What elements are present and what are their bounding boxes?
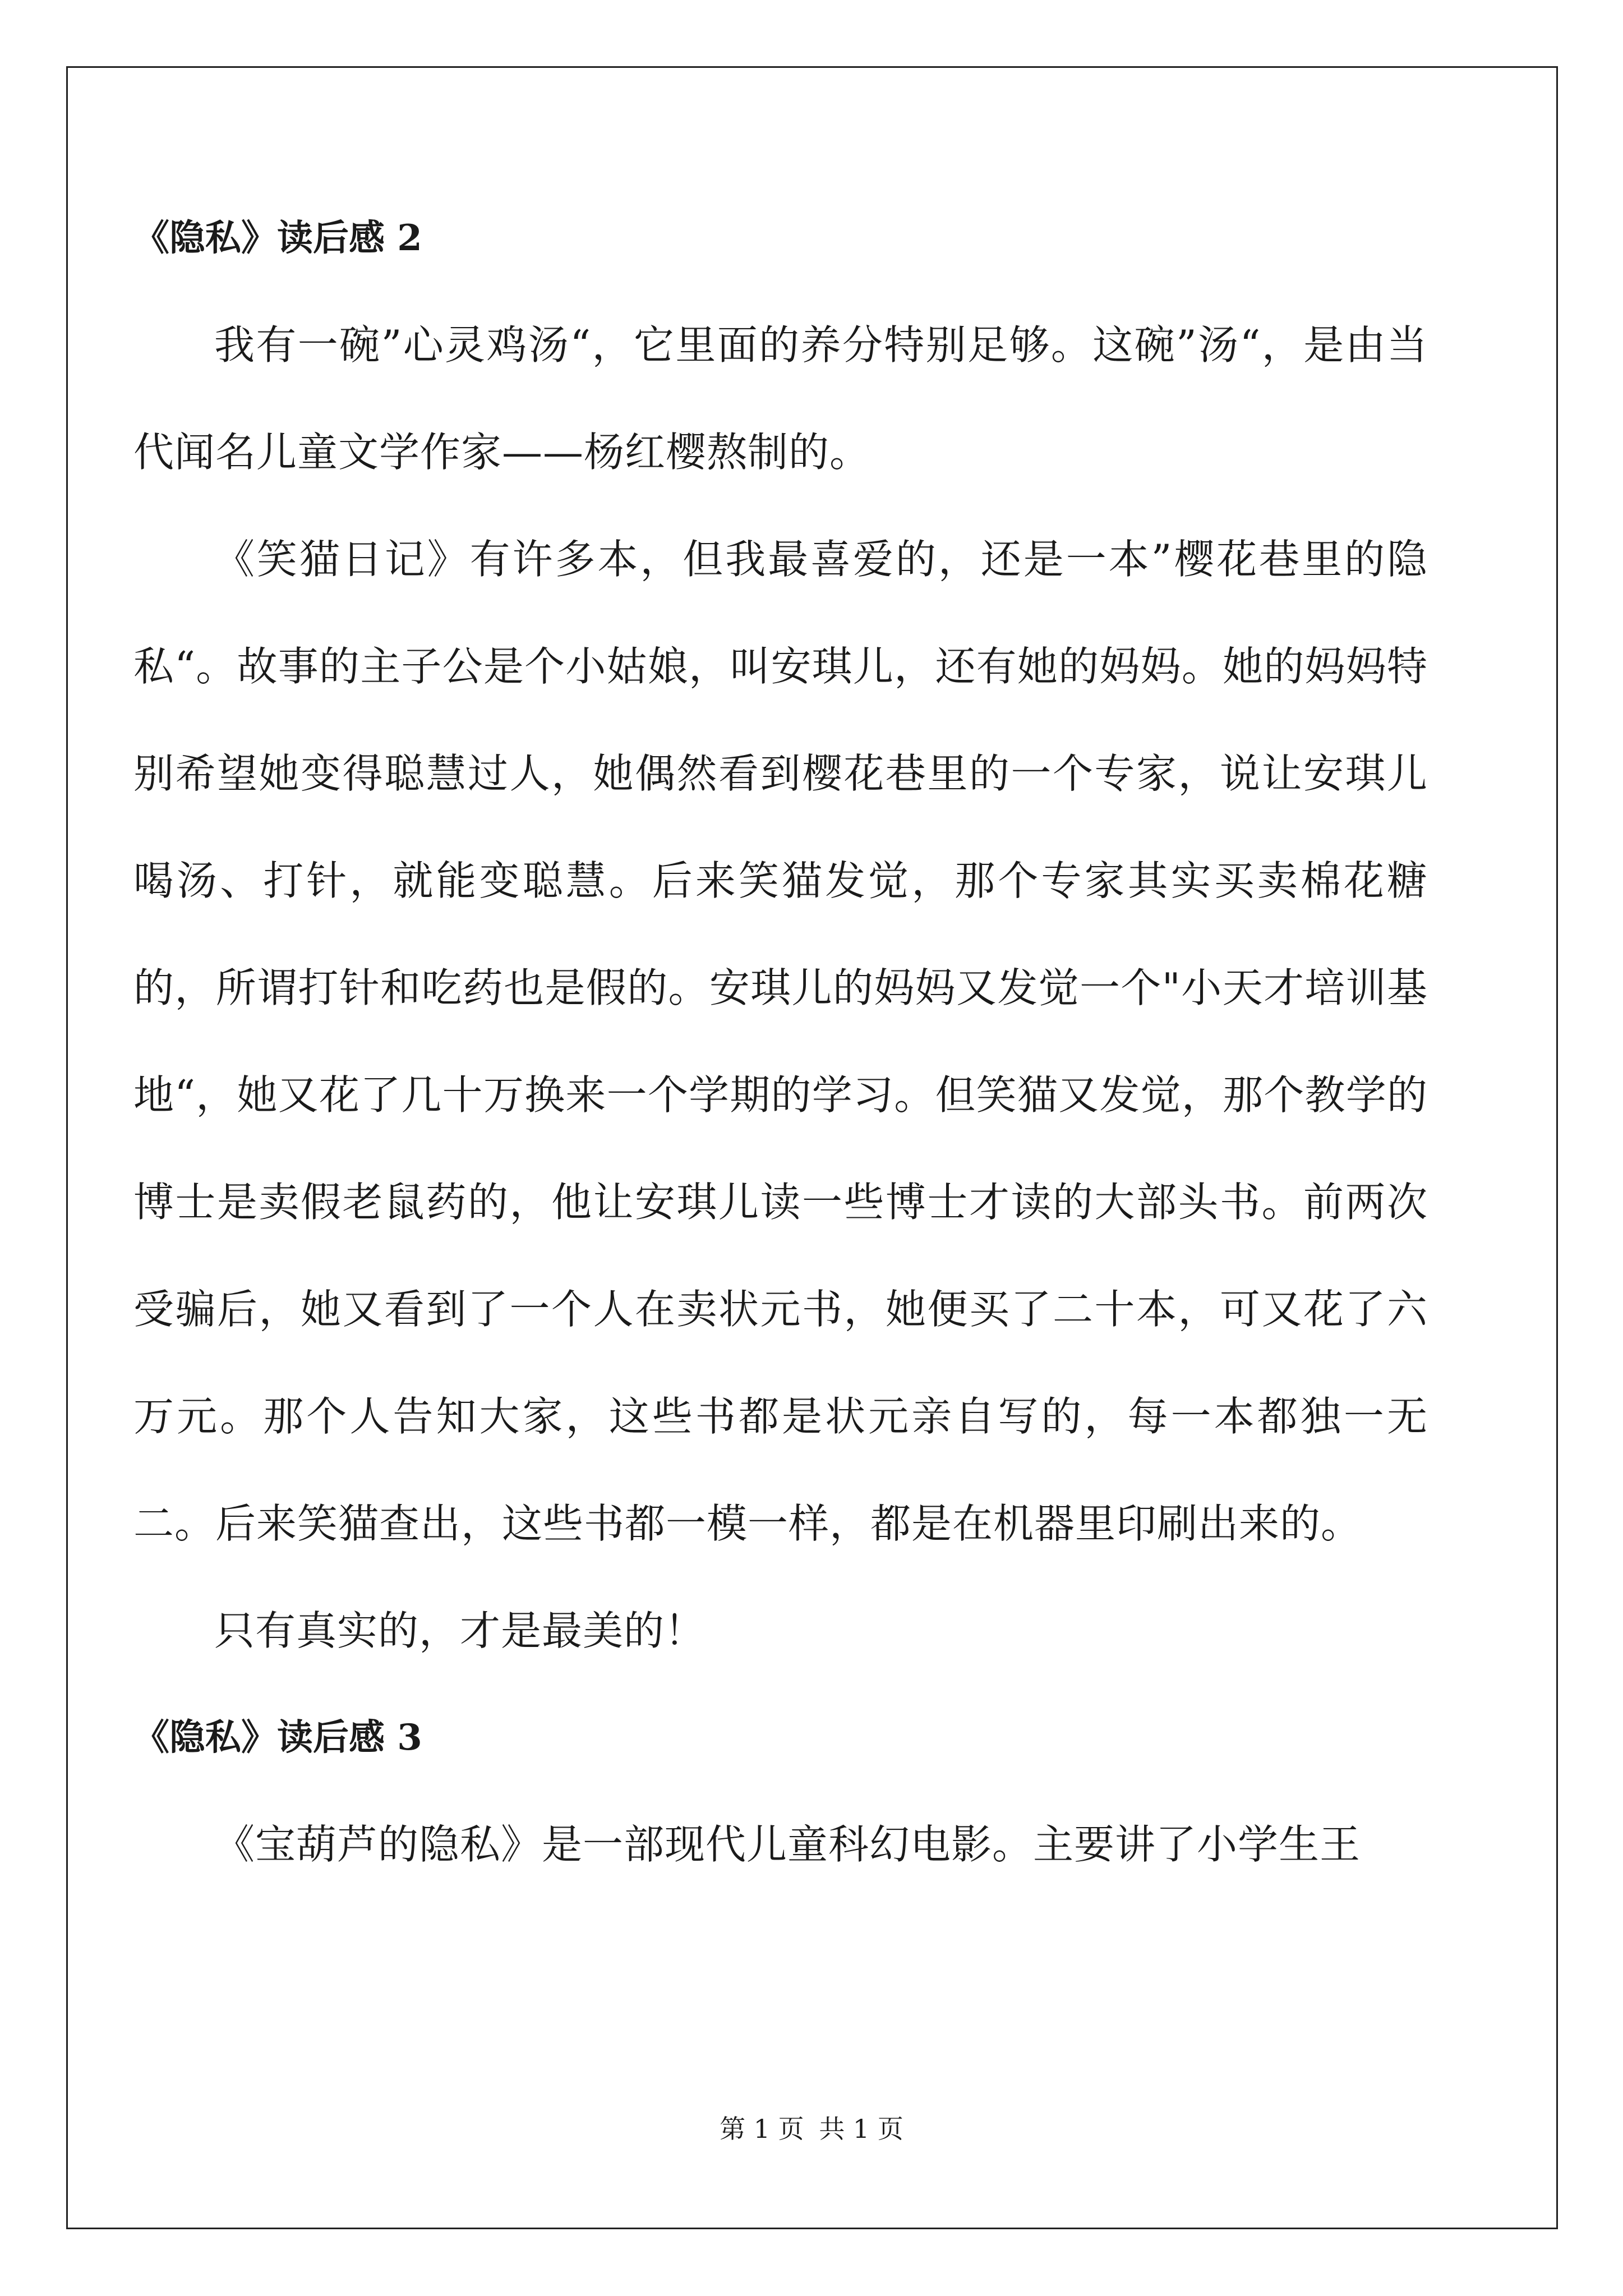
section-heading: 《隐私》读后感 2 — [133, 217, 422, 259]
paragraph: 只有真实的，才是最美的！ — [214, 1607, 706, 1654]
document-body — [133, 185, 1428, 1898]
section-heading: 《隐私》读后感 3 — [133, 1717, 422, 1759]
paragraph: 我有一碗”心灵鸡汤“，它里面的养分特别足够。这碗”汤“，是由当代闻名儿童文学作家——杨红樱熬制的。 — [133, 321, 1428, 476]
paragraph: 《宝葫芦的隐私》是一部现代儿童科幻电影。主要讲了小学生王 — [214, 1821, 1361, 1868]
paragraph: 《笑猫日记》有许多本，但我最喜爱的，还是一本”樱花巷里的隐私“。故事的主子公是个小姑娘，叫安琪儿，还有她的妈妈。她的妈妈特别希望她变得聪慧过人，她偶然看到樱花巷里的一个专家，说让安琪儿喝汤、打针，就能变聪慧。后来笑猫发觉，那个专家其实买卖棉花糖的，所谓打针和吃药也是假的。安琪儿的妈妈又发觉一个"小天才培训基地“，她又花了几十万换来一个学期的学习。但笑猫又发觉，那个教学的博士是卖假老鼠药的，他让安琪儿读一些博士才读的大部头书。前两次受骗后，她又看到了一个人在卖状元书，她便买了二十本，可又花了六万元。那个人告知大家，这些书都是状元亲自写的，每一本都独一无二。后来笑猫查出，这些书都一模一样，都是在机器里印刷出来的。 — [133, 536, 1428, 1547]
total-pages: 共 1 页 — [819, 2114, 903, 2144]
page-footer — [0, 2112, 1623, 2146]
page-number: 第 1 页 — [720, 2114, 804, 2144]
